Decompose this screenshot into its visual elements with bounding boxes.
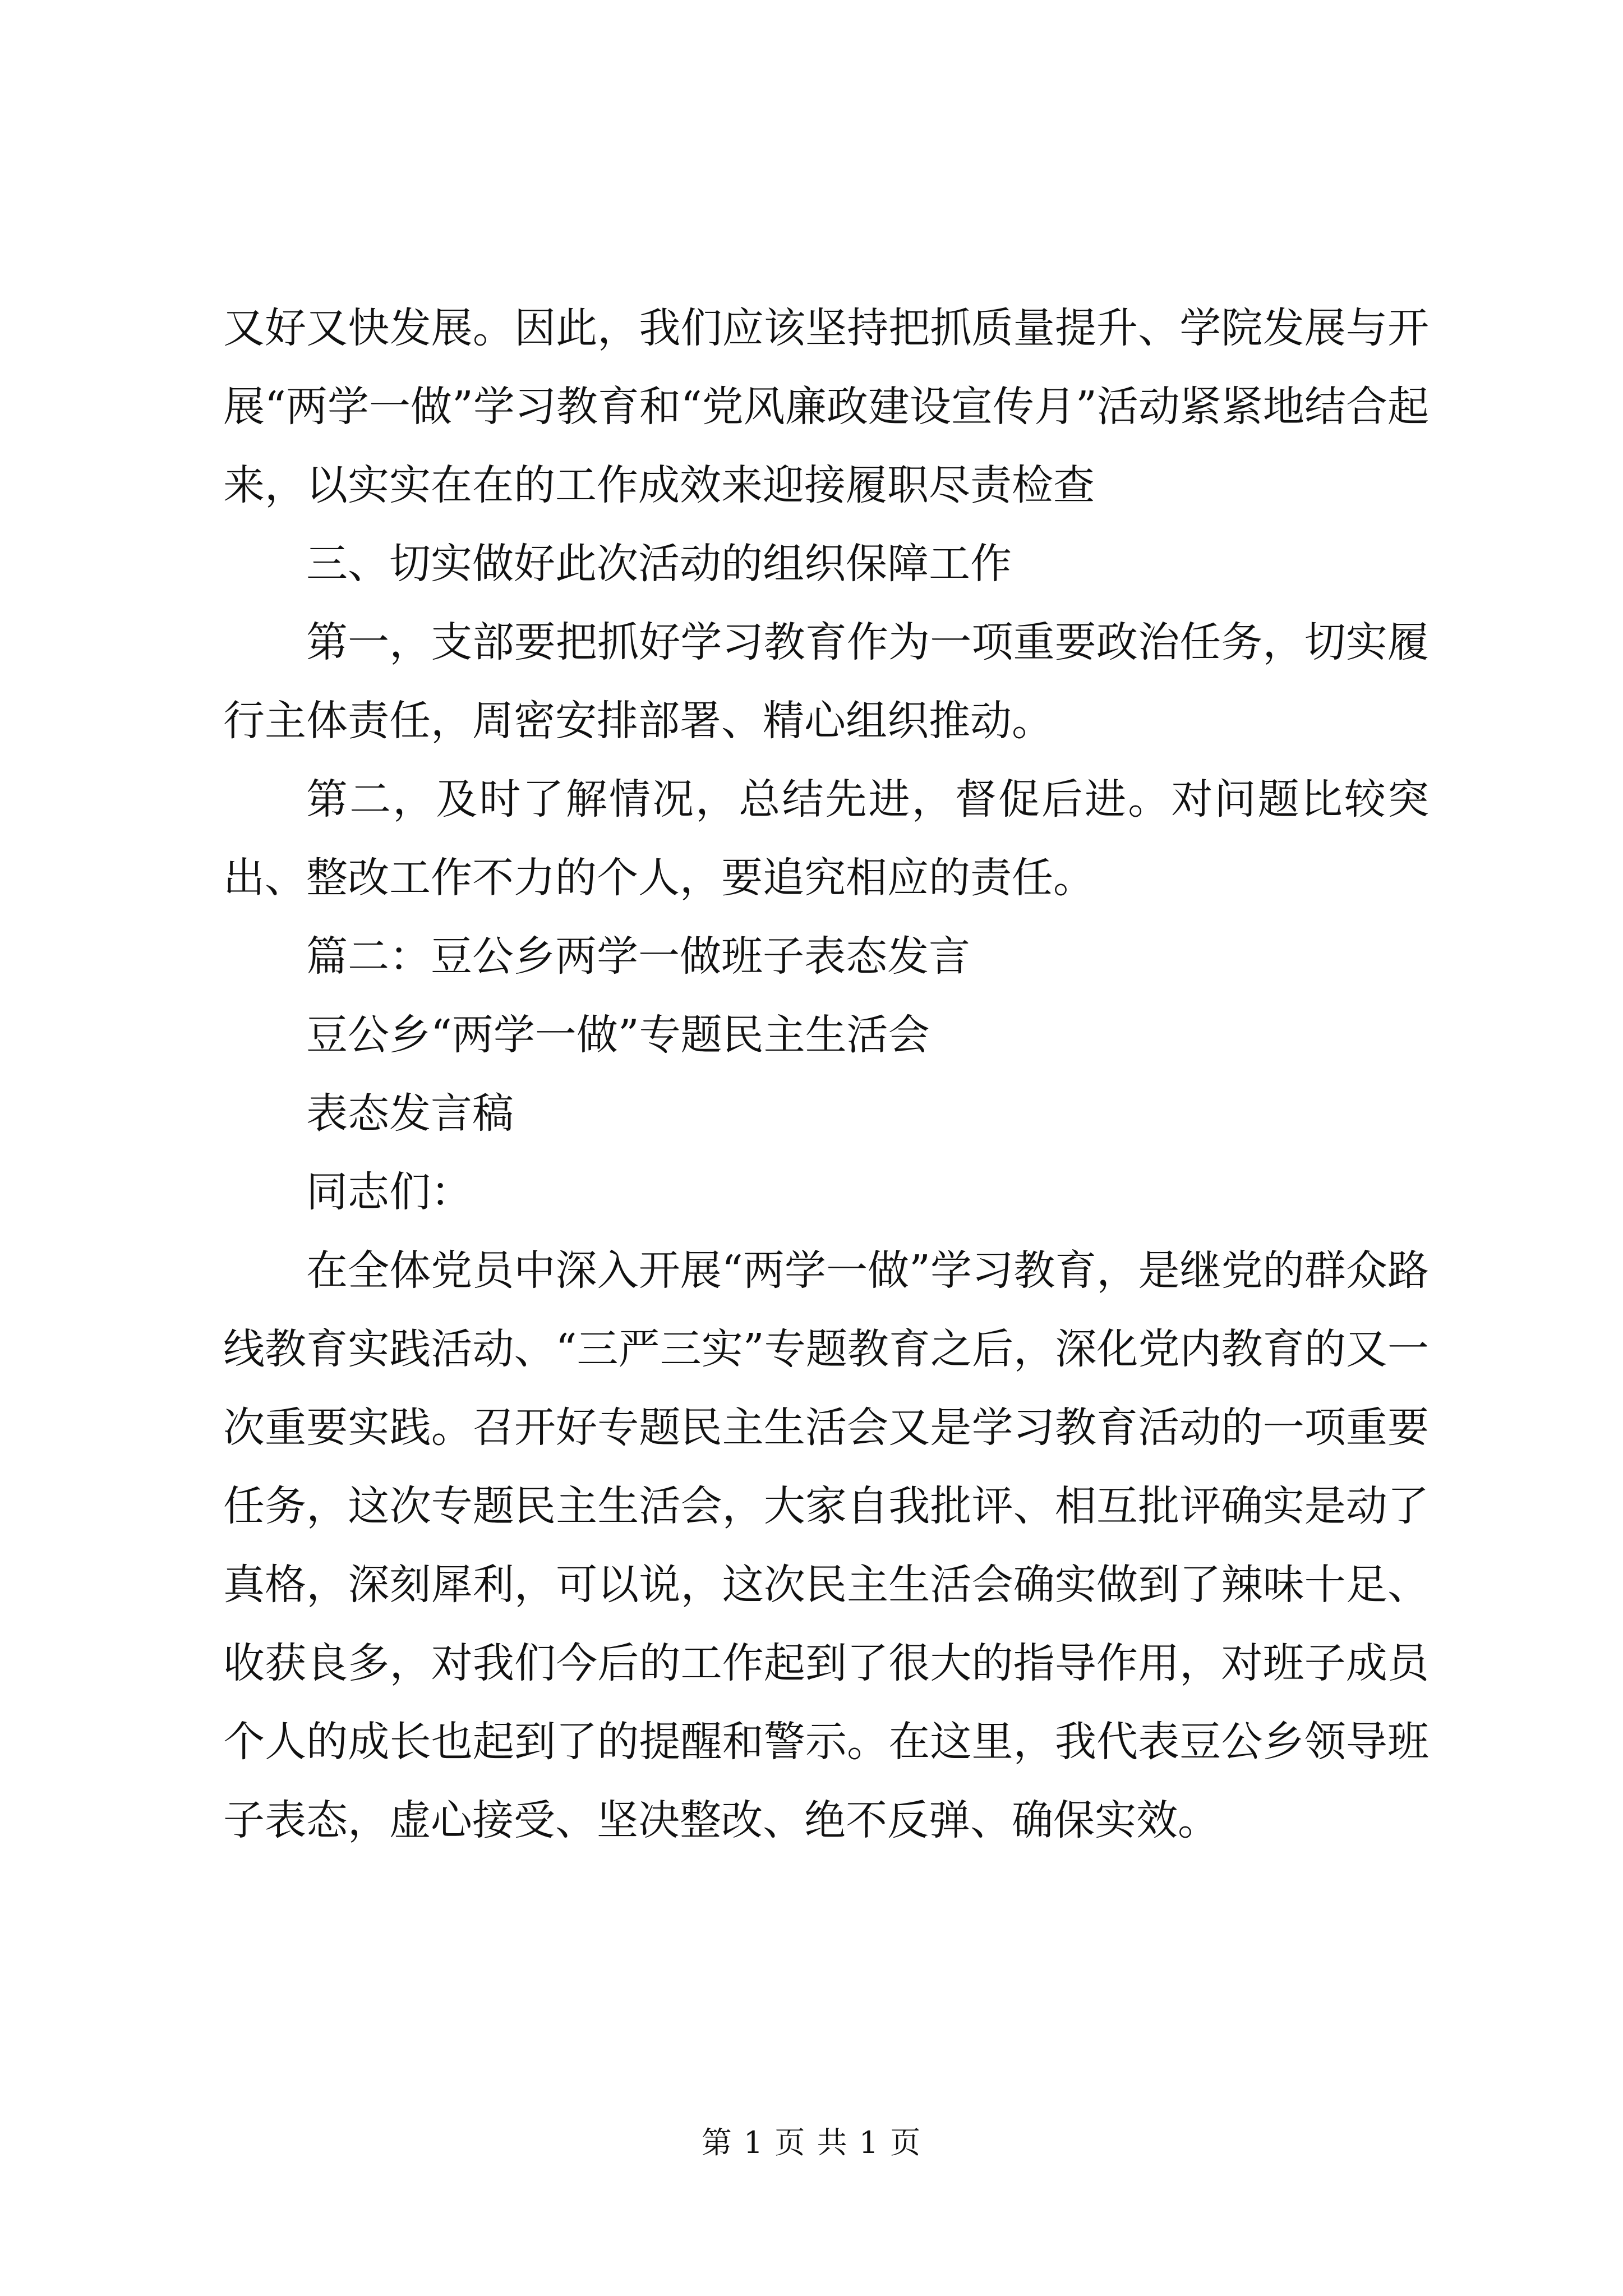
paragraph-speech-body: 在全体党员中深入开展“两学一做”学习教育，是继党的群众路线教育实践活动、“三严三实”专题教育之后，深化党内教育的又一次重要实践。召开好专题民主生活会又是学习教育活动的一项重要任务，这次专题民主生活会，大家自我批评、相互批评确实是动了真格，深刻犀利，可以说，这次民主生活会确实做到了辣味十足、收获良多，对我们今后的工作起到了很大的指导作用，对班子成员个人的成长也起到了的提醒和警示。在这里，我代表豆公乡领导班子表态，虚心接受、坚决整改、绝不反弹、确保实效。 [223, 1246, 1429, 1844]
page-number-footer: 第 1 页 共 1 页 [701, 2125, 922, 2160]
section-heading-3: 三、切实做好此次活动的组织保障工作 [306, 540, 1012, 588]
speech-title: 豆公乡“两学一做”专题民主生活会 [306, 1011, 930, 1059]
speech-subtitle: 表态发言稿 [306, 1089, 514, 1138]
document-body [223, 289, 1429, 1860]
salutation: 同志们： [306, 1168, 472, 1216]
paragraph-second: 第二，及时了解情况，总结先进，督促后进。对问题比较突出、整改工作不力的个人，要追究相应的责任。 [223, 775, 1429, 902]
paragraph-first: 第一，支部要把抓好学习教育作为一项重要政治任务，切实履行主体责任，周密安排部署、精心组织推动。 [223, 618, 1429, 745]
chapter-title: 篇二：豆公乡两学一做班子表态发言 [306, 932, 970, 981]
paragraph-1: 又好又快发展。因此，我们应该坚持把抓质量提升、学院发展与开展“两学一做”学习教育和“党风廉政建设宣传月”活动紧紧地结合起来，以实实在在的工作成效来迎接履职尽责检查 [223, 304, 1429, 509]
